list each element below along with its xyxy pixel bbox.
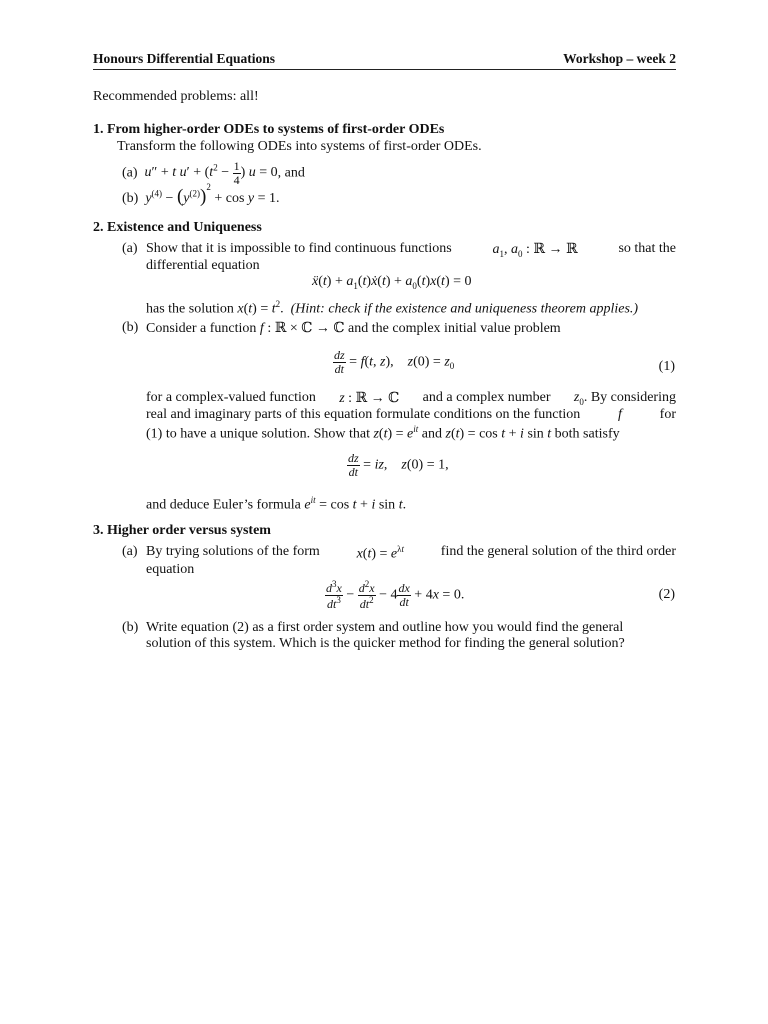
problem-2b-p1-z0: $z_0$. By considering — [573, 390, 676, 407]
equation-1: $\frac{dz}{dt}$ = f(t, z), $z(0) = z_0$ — [334, 348, 455, 376]
problem-2a-equation: ẍ(t) + $a_1(t)ẋ(t) + a_0(t)x(t) = 0$ — [312, 274, 472, 291]
problem-2b-p2: real and imaginary parts of this equation formulate conditions on the function — [146, 407, 581, 422]
problem-1a-equation: u″ + t $u' + (t^2$ − $\frac{1}{4}$ ) u = 0 — [144, 159, 278, 187]
problem-3b-line1: Write equation (2) as a first order system and outline how you would find the general — [146, 620, 624, 635]
problem-2b-p1b: and a complex number — [422, 390, 551, 405]
problem-2b-p2-f: f — [618, 407, 622, 422]
workshop-title: Workshop – week 2 — [563, 51, 676, 66]
problem-2a-line2: differential equation — [146, 258, 260, 273]
problem-2b-p1c: . By considering — [583, 390, 676, 405]
problem-1a — [122, 160, 305, 186]
problem-2a-label: (a) — [122, 241, 138, 256]
problem-1b — [122, 182, 280, 208]
problem-3a-line1 — [146, 544, 676, 563]
problem-1b-equation: $y^{(4)} - (y^{(2)})^2 + \cos y = 1$ — [145, 182, 277, 207]
problem-2a-hint: (Hint: check if the existence and uniqueness theorem applies.) — [290, 301, 639, 317]
problem-2b-p1-math: z : ℝ → ℂ — [339, 391, 400, 406]
problem-2a-text-start: Show that it is impossible to find continuous functions — [146, 241, 452, 256]
problem-1a-tail: , and — [277, 165, 305, 181]
problem-2b-p2b: for — [659, 407, 676, 422]
problem-3a-text-end: find the general solution of the third order — [440, 544, 676, 559]
problem-2b-deduce-text: and deduce Euler’s formula — [146, 497, 301, 513]
problem-2b-deduce: and deduce Euler’s formula $e^{it} = \cos t + i$ sin t. — [146, 495, 407, 513]
problem-1b-label: (b) — [122, 191, 139, 206]
equation-2-number: (2) — [658, 587, 675, 602]
equation-2: $\frac{d^3x}{dt^3}$ − $\frac{d^2x}{dt^2}$ − 4 $\frac{dx}{dt}$ + 4x = 0. — [326, 579, 465, 611]
problem-3b-line2: solution of this system. Which is the quicker method for finding the general solution? — [146, 636, 625, 651]
problem-3-title: 3. Higher order versus system — [93, 523, 271, 538]
problem-2b-p3b: and — [421, 426, 442, 442]
problem-2-title: 2. Existence and Uniqueness — [93, 220, 262, 235]
problem-2b-line1: Consider a function f : ℝ × ℂ → ℂ and the complex initial value problem — [146, 321, 561, 336]
problem-2b-para-line1 — [146, 390, 676, 407]
problem-2a-text-end: so that the — [618, 241, 676, 256]
problem-2b-text-start: Consider a function — [146, 321, 257, 336]
problem-2b-p3a: (1) to have a unique solution. Show that — [146, 426, 370, 442]
problem-2a-has-text: has the solution — [146, 301, 234, 317]
problem-2b-text-end: and the complex initial value problem — [348, 321, 561, 336]
problem-1-title: 1. From higher-order ODEs to systems of first-order ODEs — [93, 122, 445, 137]
problem-1a-label: (a) — [122, 165, 138, 181]
problem-2b-equation: $\frac{dz}{dt}$ = iz, z(0) = 1, — [348, 451, 449, 479]
intro-text: Recommended problems: all! — [93, 89, 259, 104]
problem-2a-solution: has the solution $x(t) = t^2$. (Hint: check if the existence and uniqueness theorem applies.) — [146, 299, 639, 317]
course-title: Honours Differential Equations — [93, 51, 276, 66]
problem-2b-p1a: for a complex-valued function — [146, 390, 316, 405]
problem-3a-math: $x(t) = e^{\lambda t}$ — [356, 544, 405, 562]
problem-2b-para-line3: (1) to have a unique solution. Show that $z(t) = e^{it}$ and z(t) = cos t + i sin t both satisfy — [146, 424, 620, 442]
problem-2b-p3c: both satisfy — [554, 426, 620, 442]
problem-2a-line1 — [146, 241, 676, 259]
equation-1-number: (1) — [658, 359, 675, 374]
problem-3a-text-start: By trying solutions of the form — [146, 544, 320, 559]
problem-2b-para-line2 — [146, 407, 676, 423]
problem-2b-label: (b) — [122, 320, 139, 335]
problem-3a-line2: equation — [146, 562, 195, 577]
problem-3b-label: (b) — [122, 620, 139, 635]
problem-1b-tail: . — [276, 191, 280, 206]
problem-1-instruction: Transform the following ODEs into systems of first-order ODEs. — [117, 139, 482, 154]
problem-2a-math: $a_1$, $a_0$ : ℝ → ℝ — [492, 242, 578, 259]
problem-3a-label: (a) — [122, 544, 138, 559]
page-header — [93, 51, 676, 70]
